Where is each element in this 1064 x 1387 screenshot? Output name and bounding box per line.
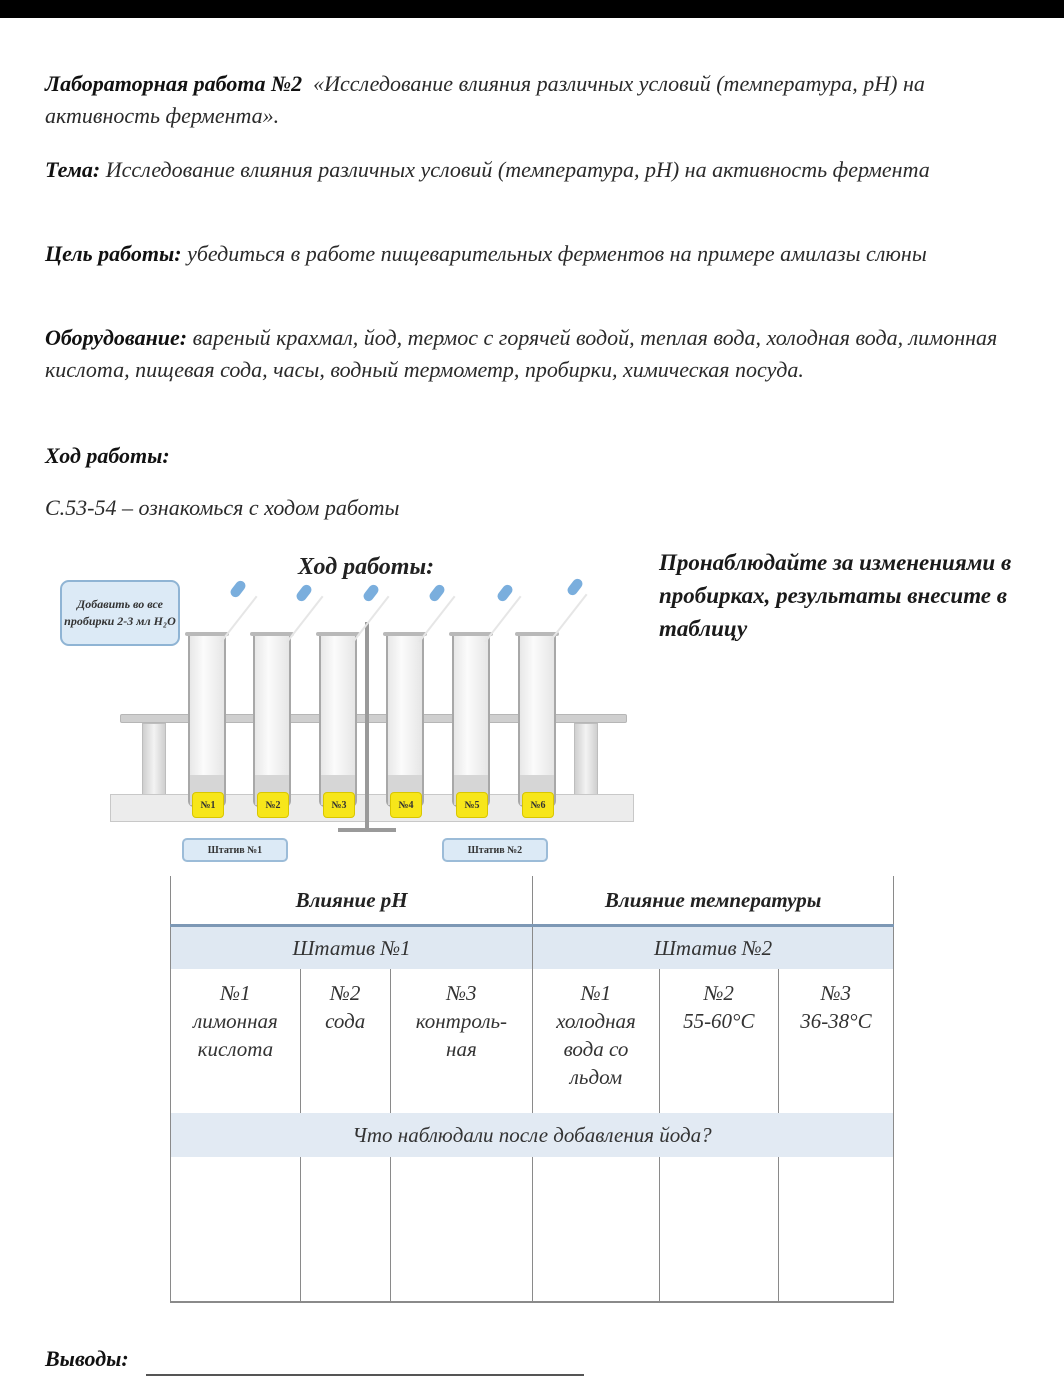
condition-desc: лимонная кислота [193, 1009, 278, 1061]
condition-desc: 36-38°С [800, 1009, 872, 1033]
condition-number: №1 [220, 981, 251, 1005]
pipette-bulb-icon [362, 583, 381, 603]
rack-label-1: Штатив №1 [182, 838, 288, 862]
test-tube-3 [319, 632, 357, 807]
topic [45, 154, 975, 186]
condition-desc: сода [325, 1009, 366, 1033]
table-question-row [171, 1113, 894, 1157]
answer-cell[interactable] [778, 1157, 893, 1302]
pipette-bulb-icon [295, 583, 314, 603]
condition-cell [390, 969, 533, 1113]
condition-desc: холодная вода со льдом [556, 1009, 636, 1089]
equipment-label: Оборудование: [45, 325, 188, 350]
table-group-row [171, 876, 894, 926]
condition-number: №1 [580, 981, 612, 1005]
table-condition-row [171, 969, 894, 1113]
group-header-ph: Влияние pH [171, 876, 533, 926]
rack-divider-pole [365, 622, 369, 832]
answer-cell[interactable] [390, 1157, 533, 1302]
diagram-title: Ход работы: [298, 554, 435, 580]
procedure-reference: С.53-54 – ознакомься с ходом работы [45, 495, 400, 520]
pipette-icon [550, 594, 587, 641]
condition-cell [533, 969, 660, 1113]
goal [45, 238, 995, 270]
test-tube-6 [518, 632, 556, 807]
pipette-bulb-icon [496, 583, 515, 603]
table-answer-row [171, 1157, 894, 1302]
pipette-bulb-icon [566, 577, 585, 597]
tube-tag: №1 [192, 792, 224, 818]
pipette-bulb-icon [428, 583, 447, 603]
rack-label-2: Штатив №2 [442, 838, 548, 862]
equipment [45, 322, 1015, 386]
lab-title [45, 68, 1025, 132]
rack-header-2: Штатив №2 [533, 926, 894, 970]
test-tube-diagram [60, 548, 640, 868]
condition-desc: контроль-ная [415, 1009, 508, 1061]
condition-number: №2 [703, 981, 734, 1005]
topic-label: Тема: [45, 157, 101, 182]
answer-cell[interactable] [533, 1157, 660, 1302]
procedure-heading [45, 440, 1025, 472]
top-bar [0, 0, 1064, 18]
instruction-text: Пронаблюдайте за изменениями в пробирках, результаты внесите в таблицу [659, 550, 1012, 641]
condition-cell [300, 969, 390, 1113]
rack-leg-left [142, 723, 166, 805]
rack-leg-right [574, 723, 598, 805]
procedure-label: Ход работы: [45, 443, 170, 468]
rack-header-1: Штатив №1 [171, 926, 533, 970]
answer-cell[interactable] [659, 1157, 778, 1302]
tube-tag: №2 [257, 792, 289, 818]
equipment-text: вареный крахмал, йод, термос с горячей водой, теплая вода, холодная вода, лимонная кислота, пищевая сода, часы, водный термометр, пробирки, химическая посуда. [45, 325, 998, 382]
test-tube-4 [386, 632, 424, 807]
condition-cell [171, 969, 301, 1113]
condition-number: №3 [446, 981, 477, 1005]
condition-desc: 55-60°С [683, 1009, 755, 1033]
test-tube-2 [253, 632, 291, 807]
conclusion-label: Выводы: [45, 1346, 129, 1371]
results-table [170, 876, 894, 1303]
group-header-temperature: Влияние температуры [533, 876, 894, 926]
goal-text: убедиться в работе пищеварительных ферментов на примере амилазы слюны [187, 241, 927, 266]
lab-title-text: «Исследование влияния различных условий (температура, pH) на активность фермента». [45, 71, 925, 128]
tube-tag: №5 [456, 792, 488, 818]
condition-number: №2 [330, 981, 361, 1005]
table-rack-row [171, 926, 894, 970]
test-tube-5 [452, 632, 490, 807]
conclusion-answer-line[interactable] [146, 1374, 584, 1376]
tube-tag: №4 [390, 792, 422, 818]
pipette-bulb-icon [229, 579, 248, 599]
tube-tag: №3 [323, 792, 355, 818]
condition-cell [659, 969, 778, 1113]
condition-number: №3 [820, 981, 852, 1005]
goal-label: Цель работы: [45, 241, 182, 266]
tube-tag: №6 [522, 792, 554, 818]
answer-cell[interactable] [171, 1157, 301, 1302]
topic-text: Исследование влияния различных условий (температура, pH) на активность фермента [105, 157, 930, 182]
rack-divider-foot [338, 828, 396, 832]
test-tube-1 [188, 632, 226, 807]
answer-cell[interactable] [300, 1157, 390, 1302]
question-cell: Что наблюдали после добавления йода? [171, 1113, 894, 1157]
lab-title-label: Лабораторная работа №2 [45, 71, 303, 96]
diagram-callout: Добавить во все пробирки 2-3 мл H₂O [60, 580, 180, 646]
condition-cell [778, 969, 893, 1113]
